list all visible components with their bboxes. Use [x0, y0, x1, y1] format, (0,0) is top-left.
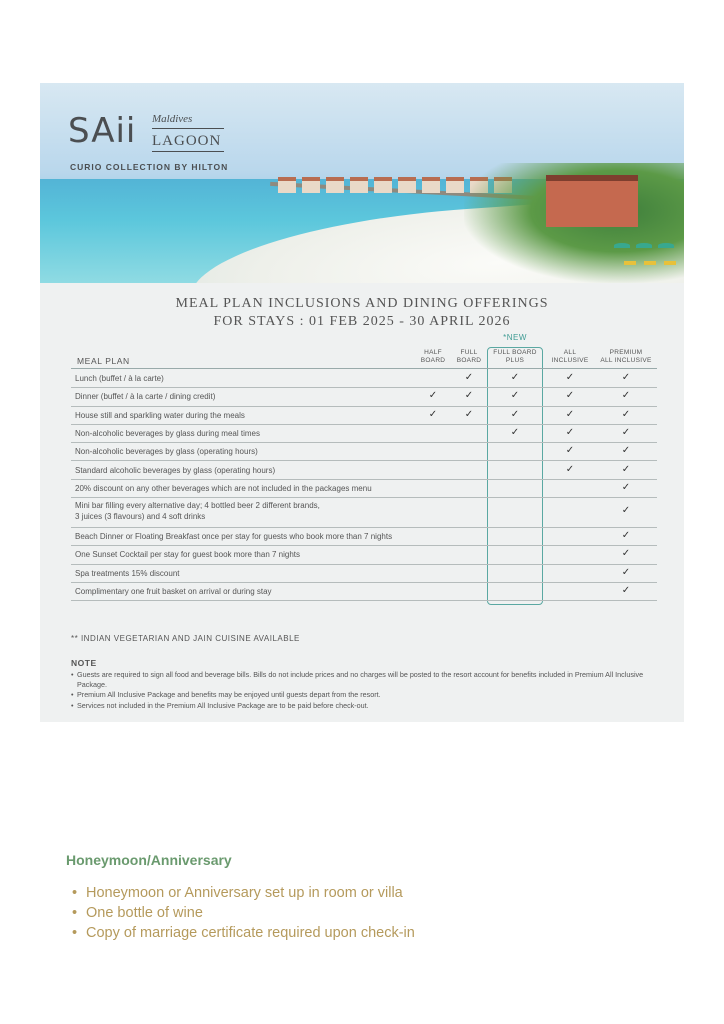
check-icon: ✓	[510, 372, 520, 383]
row-label: 3 juices (3 flavours) and 4 soft drinks	[75, 512, 206, 522]
row-header-label: MEAL PLAN	[77, 356, 130, 366]
table-row	[71, 442, 657, 461]
check-icon: ✓	[428, 408, 438, 420]
water-villa	[446, 177, 464, 193]
table-row	[71, 369, 657, 388]
check-icon: ✓	[565, 408, 575, 420]
column-header-full-board-plus	[487, 349, 543, 365]
row-label: Spa treatments 15% discount	[75, 568, 180, 578]
column-header-line: ALL INCLUSIVE	[600, 357, 652, 364]
table-row	[71, 545, 657, 564]
check-icon: ✓	[565, 426, 575, 438]
honeymoon-item: • One bottle of wine	[72, 903, 415, 923]
row-label: Standard alcoholic beverages by glass (operating hours)	[75, 465, 276, 475]
table-row	[71, 387, 657, 406]
water-villa	[326, 177, 344, 193]
table-row	[71, 564, 657, 583]
row-label: Dinner (buffet / à la carte / dining credit)	[75, 392, 216, 402]
water-villa	[278, 177, 296, 193]
check-icon: ✓	[510, 426, 520, 438]
sun-lounger	[664, 261, 676, 265]
column-header-all-inclusive	[545, 349, 595, 365]
check-icon: ✓	[621, 408, 631, 420]
note-item: • Premium All Inclusive Package and benefits may be enjoyed until guests depart from the resort.	[71, 690, 661, 700]
sun-lounger	[624, 261, 636, 265]
check-icon: ✓	[621, 566, 631, 578]
row-label: Complimentary one fruit basket on arrival or during stay	[75, 587, 272, 596]
honeymoon-list	[72, 883, 415, 943]
check-icon: ✓	[428, 390, 438, 402]
table-row	[71, 406, 657, 425]
row-label: House still and sparkling water during the meals	[75, 410, 245, 420]
table-header	[71, 348, 657, 369]
column-header-line: ALL	[563, 349, 577, 356]
resort-photo	[40, 83, 684, 283]
check-icon: ✓	[621, 426, 631, 438]
water-villa	[374, 177, 392, 193]
check-icon: ✓	[621, 505, 631, 517]
column-header-line: BOARD	[420, 357, 446, 364]
check-icon: ✓	[565, 445, 575, 457]
water-villa	[398, 177, 416, 193]
note-title: NOTE	[71, 658, 97, 668]
column-header-line: PREMIUM	[609, 349, 643, 356]
check-icon: ✓	[510, 390, 520, 402]
table-row	[71, 479, 657, 498]
meal-plan-card	[40, 83, 684, 722]
note-list	[71, 670, 661, 711]
honeymoon-item: • Copy of marriage certificate required upon check-in	[72, 923, 415, 943]
water-villa	[350, 177, 368, 193]
honeymoon-title: Honeymoon/Anniversary	[66, 852, 232, 868]
row-label: 20% discount on any other beverages which are not included in the packages menu	[75, 483, 372, 493]
column-header-line: INCLUSIVE	[551, 357, 589, 364]
check-icon: ✓	[621, 390, 631, 402]
logo-resort: LAGOON	[152, 133, 222, 149]
water-villa	[422, 177, 440, 193]
column-header-premium-all-inclusive	[595, 349, 657, 365]
check-icon: ✓	[464, 372, 474, 383]
stay-dates: FOR STAYS : 01 FEB 2025 - 30 APRIL 2026	[213, 314, 511, 329]
beach-umbrella	[636, 243, 652, 248]
resort-logo	[68, 105, 238, 175]
column-header-half-board	[415, 349, 451, 365]
row-label: Non-alcoholic beverages by glass during meal times	[75, 428, 260, 438]
note-item: • Guests are required to sign all food and beverage bills. Bills do not include prices and no charges will be posted to the resort account for benefits included in Premium All Inclusive Package.	[71, 670, 661, 690]
check-icon: ✓	[621, 463, 631, 475]
check-icon: ✓	[464, 408, 474, 420]
table-row	[71, 582, 657, 601]
column-header-line: FULL BOARD	[493, 349, 537, 356]
row-label: Lunch (buffet / à la carte)	[75, 374, 164, 383]
row-label: One Sunset Cocktail per stay for guest book more than 7 nights	[75, 550, 301, 560]
table-row	[71, 527, 657, 546]
check-icon: ✓	[510, 408, 520, 420]
new-badge: *NEW	[503, 333, 527, 342]
check-icon: ✓	[621, 530, 631, 542]
column-header-line: PLUS	[505, 357, 525, 364]
check-icon: ✓	[565, 390, 575, 402]
cuisine-note: ** INDIAN VEGETARIAN AND JAIN CUISINE AVAILABLE	[71, 634, 300, 643]
water-villa	[302, 177, 320, 193]
beach-umbrella	[614, 243, 630, 248]
logo-location: Maldives	[152, 113, 193, 125]
beach-lodge	[546, 175, 638, 227]
sun-lounger	[644, 261, 656, 265]
row-label: Beach Dinner or Floating Breakfast once per stay for guests who book more than 7 nights	[75, 532, 393, 542]
column-header-full-board	[451, 349, 487, 365]
note-item: • Services not included in the Premium All Inclusive Package are to be paid before check-out.	[71, 701, 661, 711]
logo-wordmark: SAii	[68, 111, 137, 151]
column-header-line: FULL	[460, 349, 478, 356]
logo-collection: CURIO COLLECTION BY HILTON	[70, 162, 229, 172]
logo-divider	[152, 151, 224, 152]
column-header-line: HALF	[424, 349, 442, 356]
check-icon: ✓	[621, 445, 631, 457]
table-row	[71, 497, 657, 528]
beach-umbrella	[658, 243, 674, 248]
row-label: Non-alcoholic beverages by glass (operating hours)	[75, 447, 258, 457]
page-title: MEAL PLAN INCLUSIONS AND DINING OFFERINGS	[175, 296, 549, 311]
check-icon: ✓	[565, 463, 575, 475]
honeymoon-item: • Honeymoon or Anniversary set up in room or villa	[72, 883, 415, 903]
check-icon: ✓	[621, 585, 631, 596]
table-row	[71, 424, 657, 443]
row-label: Mini bar filling every alternative day; 4 bottled beer 2 different brands,	[75, 501, 320, 511]
check-icon: ✓	[565, 372, 575, 383]
table-row	[71, 461, 657, 480]
check-icon: ✓	[621, 548, 631, 560]
column-header-line: BOARD	[456, 357, 482, 364]
logo-divider	[152, 128, 224, 129]
check-icon: ✓	[621, 481, 631, 493]
check-icon: ✓	[464, 390, 474, 402]
check-icon: ✓	[621, 372, 631, 383]
